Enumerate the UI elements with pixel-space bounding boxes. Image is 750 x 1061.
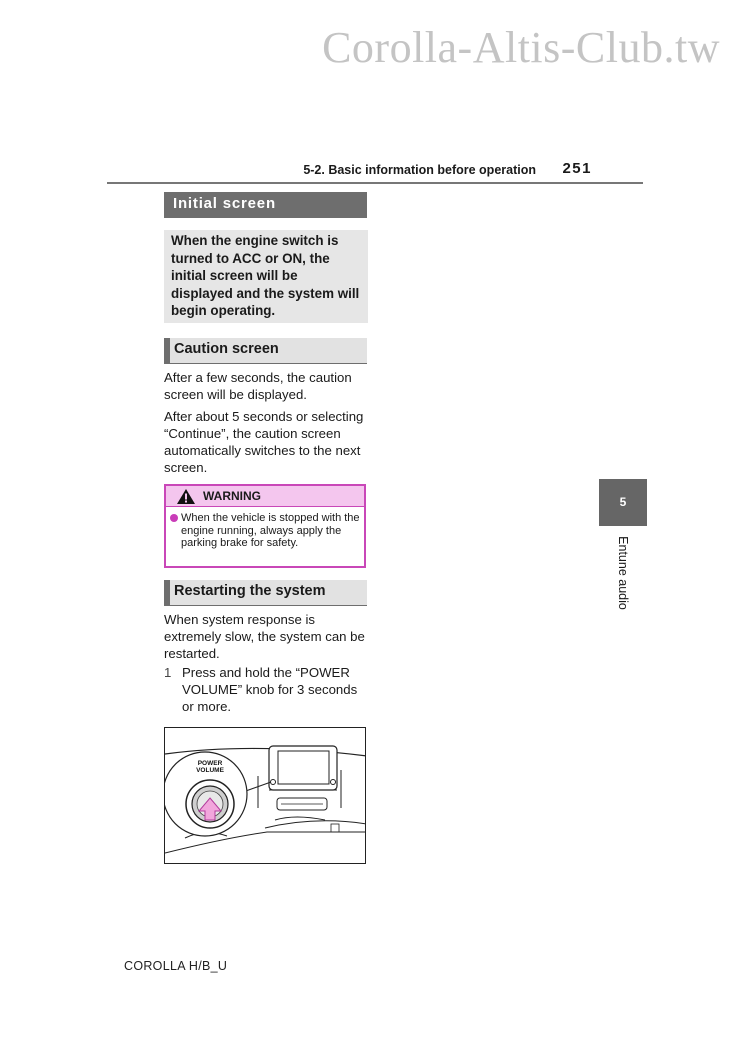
restarting-heading: Restarting the system [164, 580, 367, 606]
warning-header [166, 486, 364, 507]
chapter-label: Entune audio [616, 536, 630, 610]
caution-screen-heading: Caution screen [164, 338, 367, 364]
page-number: 251 [562, 160, 592, 177]
initial-screen-note: When the engine switch is turned to ACC or ON, the initial screen will be displayed and the system will begin operating. [164, 230, 368, 323]
watermark: Corolla-Altis-Club.tw [322, 23, 720, 72]
section-title: 5-2. Basic information before operation [303, 163, 536, 177]
dashboard-drawing [165, 728, 366, 864]
step-1 [164, 664, 368, 715]
knob-label-line2: VOLUME [196, 767, 224, 774]
warning-title: WARNING [203, 489, 261, 503]
chapter-tab: 5 [599, 479, 647, 526]
initial-screen-heading: Initial screen [164, 192, 367, 218]
warning-triangle-icon [176, 488, 196, 505]
warning-body [166, 507, 364, 550]
warning-text: When the vehicle is stopped with the engine running, always apply the parking brake for safety. [181, 512, 360, 549]
caution-paragraph-2: After about 5 seconds or selecting “Continue”, the caution screen automatically switches to the next screen. [164, 409, 364, 475]
restarting-paragraph: When system response is extremely slow, the system can be restarted. [164, 612, 365, 661]
caution-paragraph-1: After a few seconds, the caution screen will be displayed. [164, 370, 352, 402]
footer-code: COROLLA H/B_U [124, 959, 228, 973]
warning-box [164, 484, 366, 568]
step-text: Press and hold the “POWER VOLUME” knob for 3 seconds or more. [182, 665, 358, 714]
header-rule [107, 182, 643, 184]
step-number: 1 [164, 665, 172, 680]
dashboard-illustration [164, 727, 366, 864]
knob-label-line1: POWER [197, 760, 223, 767]
bullet-icon [170, 514, 178, 522]
